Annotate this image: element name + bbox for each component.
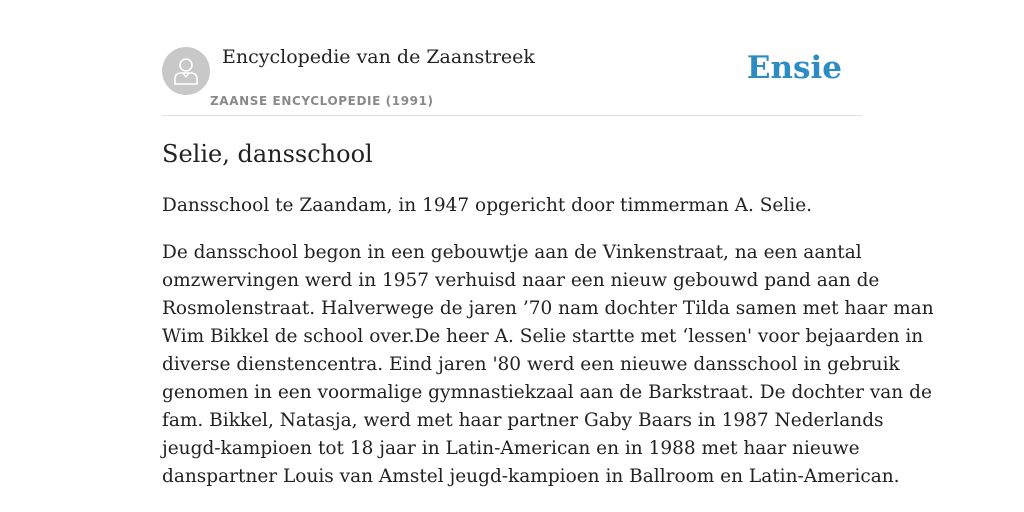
entry-page bbox=[162, 0, 934, 512]
article-paragraph bbox=[162, 239, 934, 491]
user-icon bbox=[172, 56, 200, 86]
article-title: Selie, dansschool bbox=[162, 140, 373, 168]
paragraph-line: jeugd-kampioen tot 18 jaar in Latin-American en in 1988 met haar nieuwe bbox=[162, 438, 860, 459]
source-title[interactable]: Encyclopedie van de Zaanstreek bbox=[222, 46, 535, 68]
avatar[interactable] bbox=[162, 47, 210, 95]
article-paragraph bbox=[162, 192, 862, 220]
paragraph-line: De dansschool begon in een gebouwtje aan de Vinkenstraat, na een aantal bbox=[162, 242, 862, 263]
header-divider bbox=[162, 115, 862, 116]
source-subtitle[interactable]: ZAANSE ENCYCLOPEDIE (1991) bbox=[210, 94, 434, 108]
paragraph-line: omzwervingen werd in 1957 verhuisd naar een nieuw gebouwd pand aan de bbox=[162, 270, 880, 291]
paragraph-line: diverse dienstencentra. Eind jaren '80 werd een nieuwe dansschool in gebruik bbox=[162, 354, 900, 375]
paragraph-line: Wim Bikkel de school over.De heer A. Selie startte met ‘lessen' voor bejaarden in bbox=[162, 326, 924, 347]
paragraph-line: Dansschool te Zaandam, in 1947 opgericht door timmerman A. Selie. bbox=[162, 195, 813, 216]
paragraph-line: genomen in een voormalige gymnastiekzaal aan de Barkstraat. De dochter van de bbox=[162, 382, 932, 403]
paragraph-line: danspartner Louis van Amstel jeugd-kampioen in Ballroom en Latin-American. bbox=[162, 466, 900, 487]
brand-logo[interactable]: Ensie bbox=[746, 50, 842, 86]
paragraph-line: fam. Bikkel, Natasja, werd met haar partner Gaby Baars in 1987 Nederlands bbox=[162, 410, 884, 431]
paragraph-line: Rosmolenstraat. Halverwege de jaren ’70 nam dochter Tilda samen met haar man bbox=[162, 298, 934, 319]
